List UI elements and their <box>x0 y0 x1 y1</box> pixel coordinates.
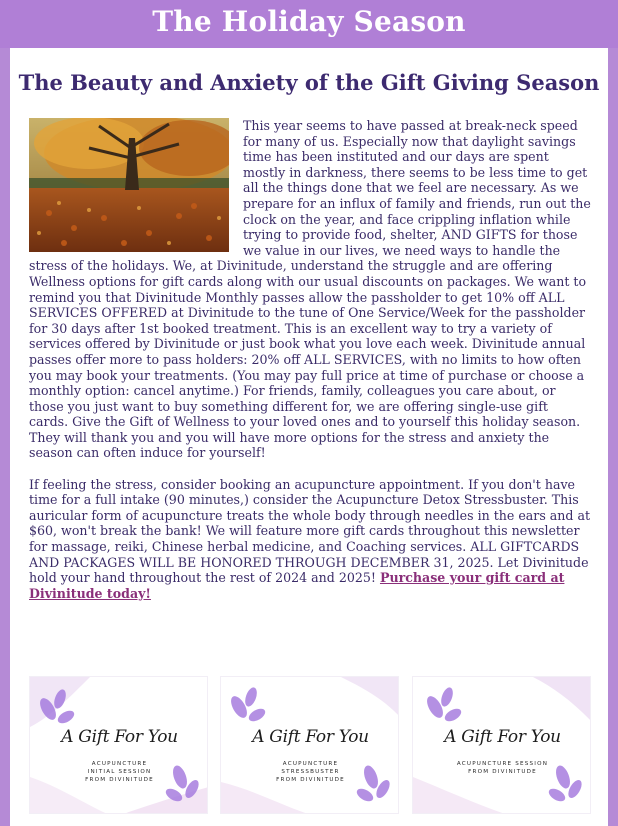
gift-card-row <box>29 676 591 814</box>
header-banner <box>0 0 618 48</box>
gift-card-line-2: FROM DIVINITUDE <box>468 769 537 775</box>
gift-card-line-3: FROM DIVINITUDE <box>276 777 345 783</box>
gift-card-script: A Gift For You <box>61 727 178 747</box>
article-paragraph-2-text: If feeling the stress, consider booking an acupuncture appointment. If you don't have time for a full intake (90 minutes,) consider the Acupuncture Detox Stressbuster. This auricular form of acupuncture treats the whole body through needles in the ears and at $60, won't break the bank! We will feature more gift cards throughout this newsletter for massage, reiki, Chinese herbal medicine, and Coaching services. ALL GIFTCARDS AND PACKAGES WILL BE HONORED THROUGH DECEMBER 31, 2025. Let Divinitude hold your hand throughout the rest of 2024 and 2025! <box>29 476 591 586</box>
article-body <box>29 118 591 617</box>
banner-title: The Holiday Season <box>152 5 466 38</box>
gift-card-line-1: ACUPUNCTURE <box>282 761 339 767</box>
gift-card-acupuncture-session[interactable] <box>412 676 591 814</box>
gift-card-line-3: FROM DIVINITUDE <box>85 777 154 783</box>
gift-card-initial-session[interactable] <box>29 676 208 814</box>
content-panel <box>10 48 608 826</box>
purchase-gift-card-link[interactable]: Purchase your gift card at Divinitude today! <box>29 570 565 601</box>
gift-card-script: A Gift For You <box>252 727 369 747</box>
article-paragraph-2 <box>29 477 591 602</box>
article-title: The Beauty and Anxiety of the Gift Giving Season <box>18 70 600 95</box>
image-float-spacer <box>29 118 234 254</box>
gift-card-caption <box>251 760 370 784</box>
gift-card-stressbuster[interactable] <box>220 676 399 814</box>
gift-card-caption <box>60 760 179 784</box>
article-paragraph-1: This year seems to have passed at break-neck speed for many of us. Especially now that daylight savings time has been instituted and our days are spent mostly in darkness, there seems to be less time to get all the things done that we feel are necessary. As we prepare for an influx of family and friends, run out the clock on the year, and face crippling inflation while trying to provide food, shelter, AND GIFTS for those we value in our lives, we need ways to handle the stress of the holidays. We, at Divinitude, understand the struggle and are offering Wellness options for gift cards along with our usual discounts on packages. We want to remind you that Divinitude Monthly passes allow the passholder to get 10% off ALL SERVICES OFFERED at Divinitude to the tune of One Service/Week for the passholder for 30 days after 1st booked treatment. This is an excellent way to try a variety of services offered by Divinitude or just book what you love each week. Divinitude annual passes offer more to pass holders: 20% off ALL SERVICES, with no limits to how often you may book your treatments. (You may pay full price at time of purchase or choose a monthly option: cancel anytime.) For friends, family, colleagues you care about, or those you just want to buy something different for, we are offering single-use gift cards. Give the Gift of Wellness to your loved ones and to yourself this holiday season. They will thank you and you will have more options for the stress and anxiety the season can often induce for yourself! <box>29 118 591 461</box>
gift-card-script: A Gift For You <box>444 727 561 747</box>
gift-card-line-1: ACUPUNCTURE <box>91 761 148 767</box>
gift-card-caption <box>443 760 562 776</box>
gift-card-line-2: INITIAL SESSION <box>87 769 152 775</box>
gift-card-line-2: STRESSBUSTER <box>281 769 340 775</box>
gift-card-line-1: ACUPUNCTURE SESSION <box>456 761 549 767</box>
